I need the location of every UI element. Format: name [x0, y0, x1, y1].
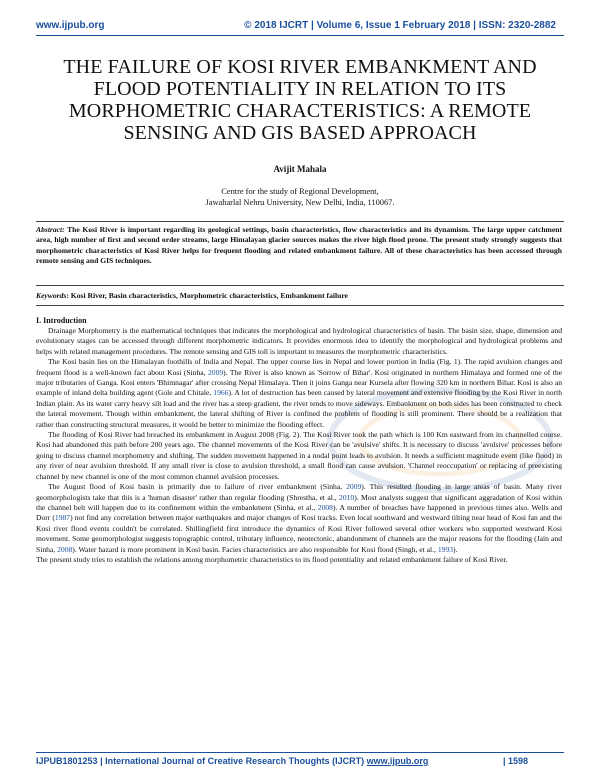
- header-site[interactable]: www.ijpub.org: [36, 20, 105, 31]
- footer-paper-id: IJPUB1801253: [36, 756, 98, 766]
- abstract-text: The Kosi River is important regarding its geological settings, basin characteristics, flow characteristics and its dynamism. The large upper catchment area, high number of first and second order streams, large Himalayan glacier sources makes the river high flood prone. The present study strongly suggests that morphometric characteristics of Kosi River helps for frequent flooding and related embankment failure. All of these characteristics has been accessed through remote sensing and GIS techniques.: [36, 225, 562, 266]
- keywords-label: Keywords: [36, 291, 67, 300]
- citation-link[interactable]: 2009: [207, 367, 224, 377]
- affiliation-line-1: Centre for the study of Regional Development,: [221, 187, 379, 196]
- paragraph-3: The flooding of Kosi River had breached its embankment in August 2008 (Fig. 2). The Kosi River took the path which is 100 Km eastward from its channelled course. Kosi had abandoned this path before 200 years ago. The channel movements of the Kosi River can be 'avulsive' shifts. It is necessary to discuss 'avulsive' processes before going to discuss channel morphometry and shifting. The sudden movement happened in a nodal point leads to avulsion. It needs a sufficient magnitude event (like flood) in any river of near avulsion threshold. If any small river is close to avulsion threshold, a small flood can cause avulsion. 'Channel reoccupation' or replacing of preexisting channel by new channel is one of the most common channel avulsion processes.: [36, 430, 562, 481]
- keywords: [36, 291, 562, 300]
- paper-title: THE FAILURE OF KOSI RIVER EMBANKMENT AND FLOOD POTENTIALITY IN RELATION TO ITS MORPHOMETRIC CHARACTERISTICS: A REMOTE SENSING AND GIS BASED APPROACH: [63, 56, 537, 144]
- footer: IJPUB1801253 | International Journal of Creative Research Thoughts (IJCRT) www.ijpub.org | 1598: [36, 756, 528, 766]
- header-journal-info: © 2018 IJCRT | Volume 6, Issue 1 February 2018 | ISSN: 2320-2882: [244, 20, 556, 31]
- section-heading: I. Introduction: [36, 316, 87, 325]
- affiliation: [0, 186, 600, 208]
- citation-link[interactable]: 1966: [213, 388, 229, 398]
- footer-journal-name: International Journal of Creative Research Thoughts (IJCRT): [105, 756, 365, 766]
- footer-url[interactable]: www.ijpub.org: [366, 756, 429, 766]
- keywords-divider: [36, 305, 564, 306]
- footer-page-number: 1598: [507, 756, 528, 766]
- header-divider: [36, 35, 564, 36]
- citation-link[interactable]: 1987: [54, 513, 71, 523]
- footer-divider: [36, 752, 564, 753]
- paragraph-4: The August flood of Kosi basin is primarily due to failure of river embankment (Sinha, 2009). This resulted flooding in large areas of basin. Many river geomorphologists take that this is a 'human disaster' rather than regular flooding (Shrestha, et al., 2010). Most analysts suggest that significant aggradation of Kosi within the channel belt will happen due to its confinement within the embankment (Sinha, et al., 2008). A number of breaches have happened in previous times also. Wells and Dorr (1987) not find any correlation between major earthquakes and major changes of Kosi tracks. Even local southward and westward tilting near head of Kosi fan and the Kosi river flood events couldn't be correlated. Shillingfield first introduce the dynamics of Kosi River followed several other workers who supported westward Kosi movement. Some geomorphologist suggests topographic control, tributary influence, neotectonic, abandonment of channels are the major reasons for the flooding (Jain and Sinha, 2008). Water hazard is more prominent in Kosi basin. Facies characteristics are also responsible for Kosi flood (Singh, et al., 1993).: [36, 482, 563, 554]
- paragraph-2: The Kosi basin lies on the Himalayan foothills of India and Nepal. The upper course lies in Nepal and lower portion in India (Fig. 1). The rapid avulsion changes and frequent flood is a well-known fact about Kosi (Sinha, 2009). The River is also known as 'Sorrow of Bihar'. Kosi originated in northern Himalaya and formed one of the major tributaries of Ganga. Kosi enters 'Bhimnagar' after crossing Nepal Himalaya. Then it joins Ganga near Kursela after flowing 320 km in northern Bihar. Kosi is also an example of inland delta building agent (Gole and Chitale, 1966). A lot of destruction has been caused by lateral movement and extensive flooding by the Kosi River in north Indian plain. As its water carry heavy silt load and the river has a steep gradient, the river tends to move sideways. Embankment on both sides has been constructed to check the lateral movement. Though within embankment, the lateral shifting of River is confined the problem of flooding is still prominent. There should be a realization that rather than constructing structural measures, it would be better to minimize the flooding effect.: [36, 357, 563, 429]
- introduction-body: [36, 326, 562, 565]
- abstract: [36, 225, 562, 267]
- citation-link[interactable]: 1993: [437, 544, 454, 554]
- paragraph-5: The present study tries to establish the relations among morphometric characteristics to its flood potentiality and related embankment failure of Kosi River.: [36, 554, 508, 564]
- abstract-top-divider: [36, 221, 564, 222]
- abstract-bottom-divider: [36, 285, 564, 286]
- abstract-label: Abstract:: [36, 225, 65, 234]
- author-name: Avijit Mahala: [273, 164, 327, 174]
- keywords-text: : Kosi River, Basin characteristics, Morphometric characteristics, Embankment failure: [66, 291, 348, 300]
- affiliation-line-2: Jawaharlal Nehru University, New Delhi, India, 110067.: [205, 198, 395, 207]
- citation-link[interactable]: 2008: [317, 502, 333, 512]
- paragraph-1: Drainage Morphometry is the mathematical techniques that indicates the morphological and hydrological characteristics of basin. The basin size, shape, dimension and evolutionary stages can be accessed through different morphometric indicators. It provides enormous idea to identify the morphological and hydrological problems and helps with related management procedures. The remote sensing and GIS toll is important to measures the morphometric characteristics.: [36, 326, 562, 356]
- citation-link[interactable]: 2010: [339, 492, 355, 502]
- citation-link[interactable]: 2008: [57, 544, 73, 554]
- citation-link[interactable]: 2009: [346, 482, 362, 492]
